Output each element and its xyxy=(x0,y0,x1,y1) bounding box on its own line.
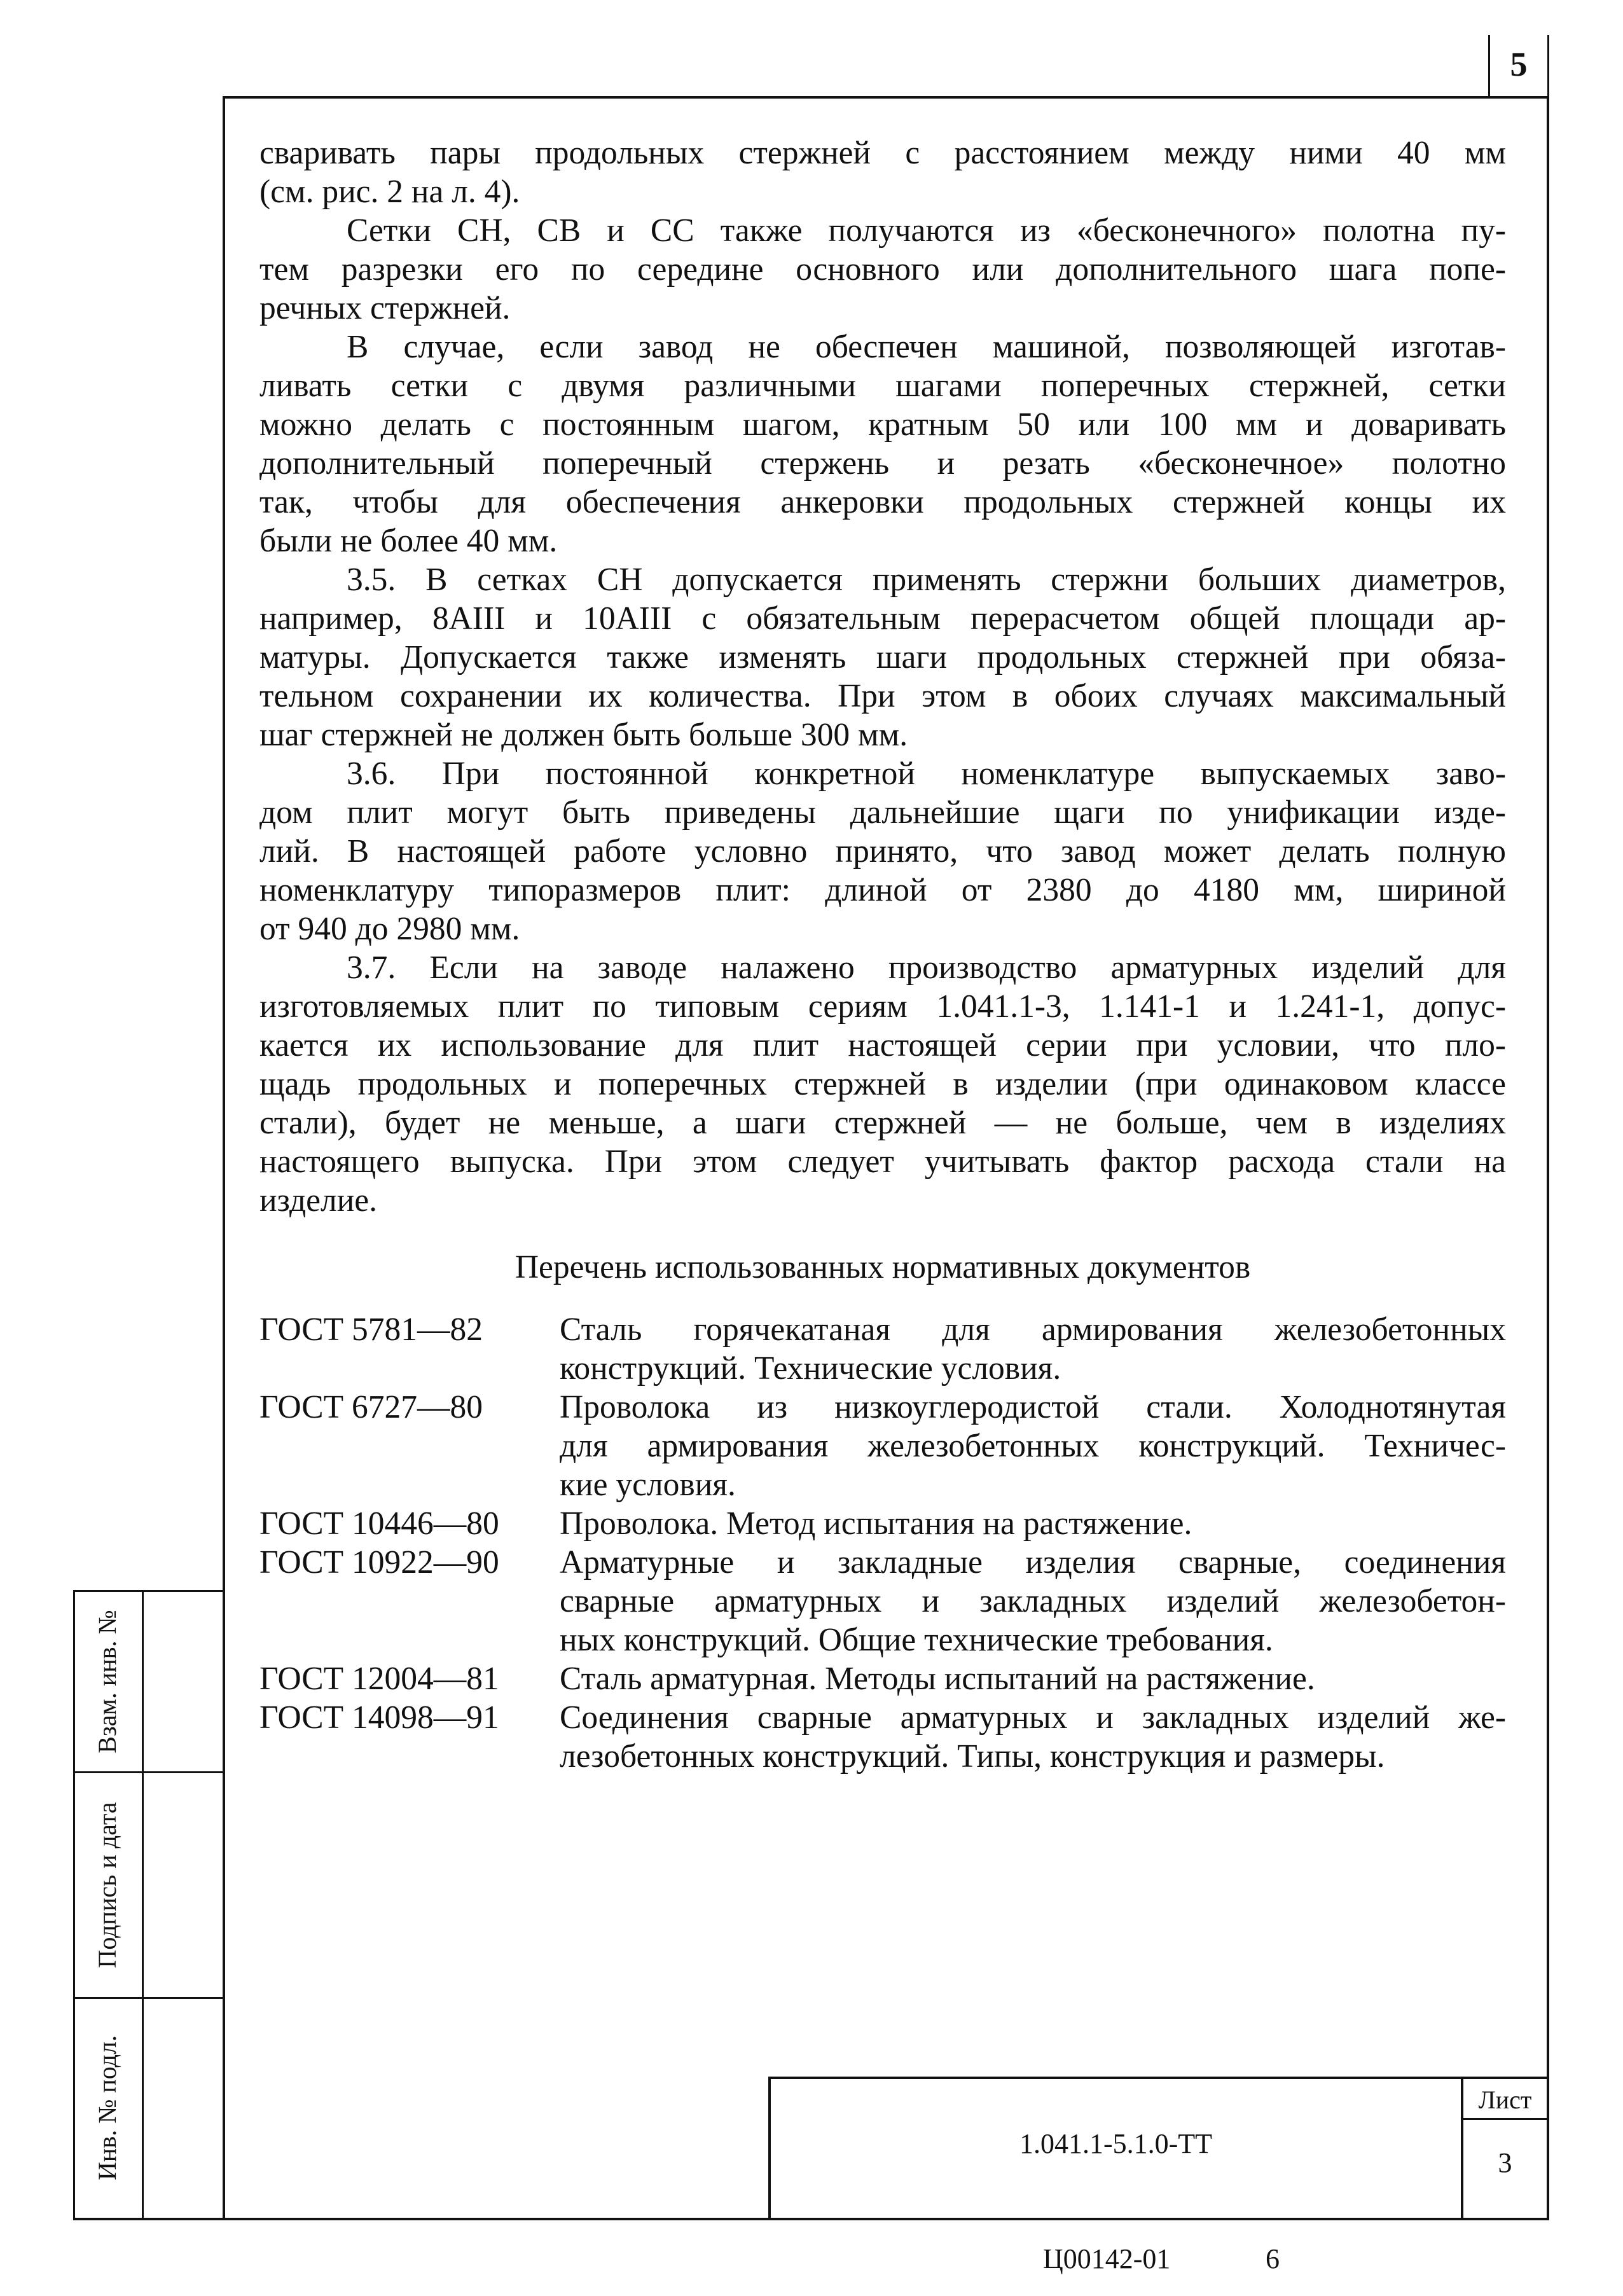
body-line: 3.6. При постоянной конкретной номенклатуре выпускаемых заво- xyxy=(347,756,1506,792)
document-title-line: для армирования железобетонных конструкций. Техничес- xyxy=(560,1428,1506,1464)
body-line: так, чтобы для обеспечения анкеровки продольных стержней концы их xyxy=(259,484,1506,520)
page-number: 5 xyxy=(1510,45,1528,83)
document-title-line: лезобетонных конструкций. Типы, конструкция и размеры. xyxy=(560,1738,1385,1774)
body-line: изделие. xyxy=(259,1182,378,1219)
document-code: ГОСТ 12004—81 xyxy=(259,1661,499,1697)
document-title-line: Сталь горячекатаная для армирования железобетонных xyxy=(560,1311,1506,1348)
body-line: Сетки СН, СВ и СС также получаются из «бесконечного» полотна пу- xyxy=(347,212,1506,249)
frame-bottom xyxy=(73,2218,1549,2220)
document-designation: 1.041.1-5.1.0-ТТ xyxy=(1019,2128,1213,2159)
document-title-line: Соединения сварные арматурных и закладных изделий же- xyxy=(560,1699,1506,1736)
page-number-box-right xyxy=(1547,35,1549,99)
body-line: были не более 40 мм. xyxy=(259,523,558,559)
body-line: номенклатуру типоразмеров плит: длиной от 2380 до 4180 мм, шириной xyxy=(259,872,1506,908)
body-line: дом плит могут быть приведены дальнейшие щаги по унификации изде- xyxy=(259,794,1506,831)
document-code: ГОСТ 5781—82 xyxy=(259,1311,483,1348)
body-line: дополнительный поперечный стержень и резать «бесконечное» полотно xyxy=(259,445,1506,481)
document-code: ГОСТ 10922—90 xyxy=(259,1544,499,1580)
body-line: 3.7. Если на заводе налажено производство арматурных изделий для xyxy=(347,950,1506,986)
document-title-line: Проволока. Метод испытания на растяжение. xyxy=(560,1505,1192,1542)
sheet-number: 3 xyxy=(1498,2147,1512,2178)
stamp-divider xyxy=(142,1590,144,2220)
stamp-outer-left xyxy=(73,1590,75,2220)
footer-code: Ц00142-01 xyxy=(1043,2243,1171,2274)
stamp-inv-label: Инв. № подл. xyxy=(93,2035,121,2180)
body-line: тем разрезки его по середине основного или дополнительного шага попе- xyxy=(259,251,1506,287)
document-title-line: сварные арматурных и закладных изделий железобетон- xyxy=(560,1583,1506,1619)
body-line: от 940 до 2980 мм. xyxy=(259,911,520,947)
stamp-podpis-label: Подпись и дата xyxy=(93,1802,121,1968)
body-line: изготовляемых плит по типовым сериям 1.041.1-3, 1.141-1 и 1.241-1, допус- xyxy=(259,988,1506,1025)
document-title-line: Проволока из низкоуглеродистой стали. Холоднотянутая xyxy=(560,1389,1506,1425)
document-code: ГОСТ 14098—91 xyxy=(259,1699,499,1736)
title-block-sheet-row xyxy=(1461,2118,1549,2120)
stamp-vzam-label: Взам. инв. № xyxy=(93,1610,121,1753)
footer-number: 6 xyxy=(1266,2243,1280,2274)
title-block-top xyxy=(768,2077,1549,2079)
sheet-label: Лист xyxy=(1478,2085,1532,2114)
body-line: можно делать с постоянным шагом, кратным 50 или 100 мм и доваривать xyxy=(259,406,1506,443)
frame-top xyxy=(223,96,1549,99)
document-title-line: Сталь арматурная. Методы испытаний на растяжение. xyxy=(560,1661,1315,1697)
body-line: матуры. Допускается также изменять шаги продольных стержней при обяза- xyxy=(259,639,1506,675)
document-title-line: Арматурные и закладные изделия сварные, соединения xyxy=(560,1544,1506,1580)
body-line: речных стержней. xyxy=(259,290,511,326)
body-line: шаг стержней не должен быть больше 300 мм. xyxy=(259,717,908,753)
body-line: 3.5. В сетках СН допускается применять стержни больших диаметров, xyxy=(347,562,1506,598)
body-line: кается их использование для плит настоящей серии при условии, что пло- xyxy=(259,1027,1506,1063)
body-line: сваривать пары продольных стержней с расстоянием между ними 40 мм xyxy=(259,135,1506,171)
body-line: В случае, если завод не обеспечен машиной, позволяющей изготав- xyxy=(347,329,1506,365)
body-line: настоящего выпуска. При этом следует учитывать фактор расхода стали на xyxy=(259,1144,1506,1180)
frame-left xyxy=(223,96,225,2220)
document-title-line: ных конструкций. Общие технические требования. xyxy=(560,1622,1273,1658)
document-title-line: конструкций. Технические условия. xyxy=(560,1350,1061,1387)
body-line: например, 8АIII и 10АIII с обязательным перерасчетом общей площади ар- xyxy=(259,600,1506,637)
body-line: (см. рис. 2 на л. 4). xyxy=(259,174,520,210)
document-code: ГОСТ 6727—80 xyxy=(259,1389,483,1425)
body-line: стали), будет не меньше, а шаги стержней — не больше, чем в изделиях xyxy=(259,1105,1506,1141)
list-heading: Перечень использованных нормативных документов xyxy=(515,1249,1251,1285)
body-line: ливать сетки с двумя различными шагами поперечных стержней, сетки xyxy=(259,368,1506,404)
body-line: щадь продольных и поперечных стержней в изделии (при одинаковом классе xyxy=(259,1066,1506,1102)
document-title-line: кие условия. xyxy=(560,1467,736,1503)
document-code: ГОСТ 10446—80 xyxy=(259,1505,499,1542)
body-line: лий. В настоящей работе условно принято, что завод может делать полную xyxy=(259,833,1506,869)
body-line: тельном сохранении их количества. При этом в обоих случаях максимальный xyxy=(259,678,1506,714)
frame-right xyxy=(1547,96,1549,2220)
